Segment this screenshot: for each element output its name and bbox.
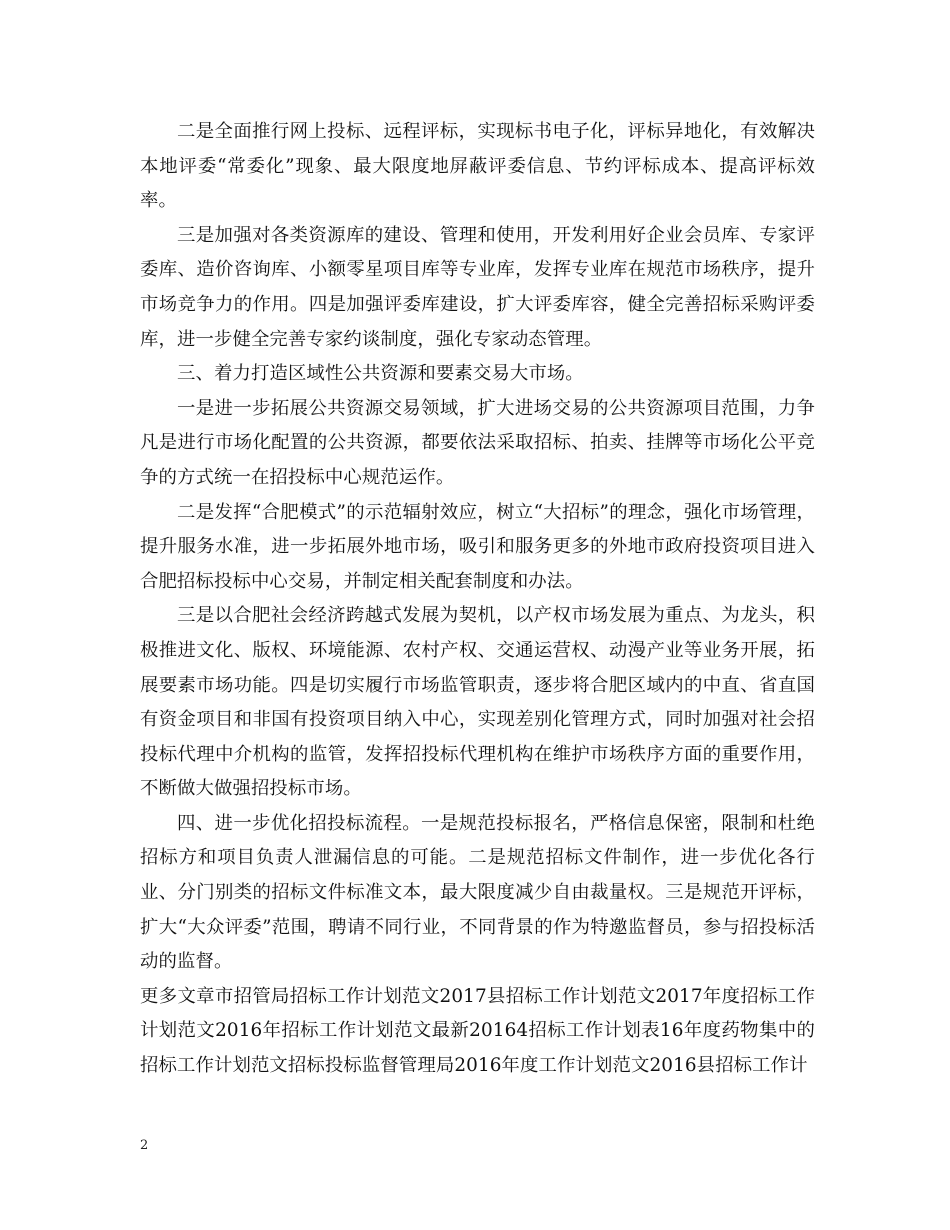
paragraph-2: 三是加强对各类资源库的建设、管理和使用，开发利用好企业会员库、专家评委库、造价咨询库、小额零星项目库等专业库，发挥专业库在规范市场秩序，提升市场竞争力的作用。四是加强评委库建设，扩大评委库容，健全完善招标采购评委库，进一步健全完善专家约谈制度，强化专家动态管理。 [140,224,815,350]
paragraph-1: 二是全面推行网上投标、远程评标，实现标书电子化，评标异地化，有效解决本地评委“常委化”现象、最大限度地屏蔽评委信息、节约评标成本、提高评标效率。 [140,121,815,212]
more-articles-paragraph: 更多文章市招管局招标工作计划范文2017县招标工作计划范文2017年度招标工作计划范文2016年招标工作计划范文最新20164招标工作计划表16年度药物集中的招标工作计划范文招标投标监督管理局2016年度工作计划范文2016县招标工作计 [140,985,815,1077]
document-body [140,115,815,1084]
section-paragraph-4: 四、进一步优化招投标流程。一是规范投标报名，严格信息保密，限制和杜绝招标方和项目负责人泄漏信息的可能。二是规范招标文件制作，进一步优化各行业、分门别类的招标文件标准文本，最大限度减少自由裁量权。三是规范开评标，扩大“大众评委”范围，聘请不同行业，不同背景的作为特邀监督员，参与招投标活动的监督。 [140,812,815,973]
paragraph-5: 二是发挥“合肥模式”的示范辐射效应，树立“大招标”的理念，强化市场管理，提升服务水准，进一步拓展外地市场，吸引和服务更多的外地市政府投资项目进入合肥招标投标中心交易，并制定相关配套制度和办法。 [140,501,815,592]
section-heading-3: 三、着力打造区域性公共资源和要素交易大市场。 [177,363,584,385]
paragraph-4: 一是进一步拓展公共资源交易领域，扩大进场交易的公共资源项目范围，力争凡是进行市场化配置的公共资源，都要依法采取招标、拍卖、挂牌等市场化公平竞争的方式统一在招投标中心规范运作。 [140,397,815,488]
page-number: 2 [140,1138,149,1153]
paragraph-6: 三是以合肥社会经济跨越式发展为契机，以产权市场发展为重点、为龙头，积极推进文化、版权、环境能源、农村产权、交通运营权、动漫产业等业务开展，拓展要素市场功能。四是切实履行市场监管职责，逐步将合肥区域内的中直、省直国有资金项目和非国有投资项目纳入中心，实现差别化管理方式，同时加强对社会招投标代理中介机构的监管，发挥招投标代理机构在维护市场秩序方面的重要作用，不断做大做强招投标市场。 [140,605,815,800]
